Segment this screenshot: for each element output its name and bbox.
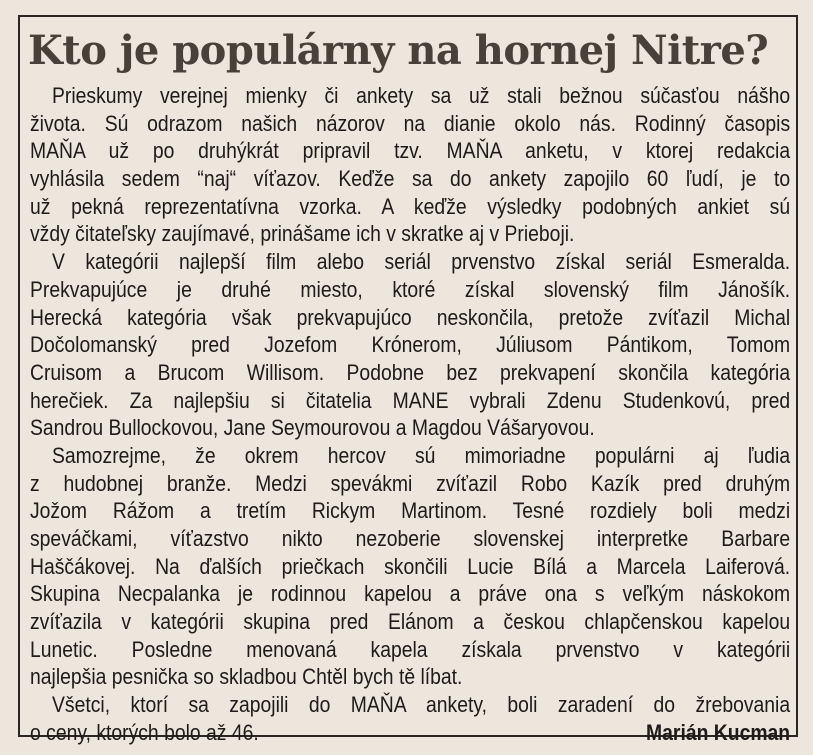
- article-line: [30, 304, 790, 332]
- article-line: [30, 220, 790, 248]
- article-line: [30, 110, 790, 138]
- article-line-text: z hudobnej branže. Medzi spevákmi zvíťazil Robo Kazík pred druhým: [30, 470, 791, 496]
- article-line: [30, 719, 790, 747]
- article-line: [30, 636, 790, 664]
- article-line: [30, 387, 790, 415]
- article-line-text: Lunetic. Posledne menovaná kapela získala prvenstvo v kategórii: [30, 636, 791, 662]
- article-line-text: o ceny, ktorých bolo až 46.: [30, 719, 259, 745]
- article-line-text: Prieskumy verejnej mienky či ankety sa už stali bežnou súčasťou nášho: [52, 83, 791, 108]
- article-line: [30, 525, 790, 553]
- article-line: [30, 663, 790, 691]
- article-line-text: Dočolomanský pred Jozefom Krónerom, Júliusom Pántikom, Tomom: [30, 332, 791, 358]
- article-line-text: Cruisom a Brucom Willisom. Podobne bez prekvapení skončila kategória: [30, 359, 791, 385]
- article-line-text: speváčkami, víťazstvo nikto nezoberie slovenskej interpretke Barbare: [30, 526, 791, 551]
- article-line: [30, 691, 790, 719]
- article-line: [30, 137, 790, 165]
- article-line-text: najlepšia pesnička so skladbou Chtěl bych tě líbat.: [30, 664, 463, 690]
- article-line: [30, 193, 790, 221]
- article-line-text: vždy čitateľsky zaujímavé, prinášame ich v skratke aj v Prieboji.: [30, 221, 575, 247]
- article-body: [30, 82, 790, 747]
- article-line-text: herečiek. Za najlepšiu si čitatelia MANE vybrali Zdenu Studenkovú, pred: [30, 387, 791, 413]
- article-line-text: Jožom Rážom a tretím Rickym Martinom. Tesné rozdiely boli medzi: [30, 498, 791, 524]
- article-line: [30, 82, 790, 110]
- article-line-text: už pekná reprezentatívna vzorka. A keďže výsledky podobných ankiet sú: [30, 193, 791, 219]
- article-line-text: vyhlásila sedem “naj“ víťazov. Keďže sa do ankety zapojilo 60 ľudí, je to: [30, 166, 791, 192]
- article-line-text: zvíťazila v kategórii skupina pred Elánom a českou chlapčenskou kapelou: [30, 609, 791, 635]
- article-line-text: Samozrejme, že okrem hercov sú mimoriadne populárni aj ľudia: [52, 442, 791, 468]
- article-line: [30, 553, 790, 581]
- article-line: [30, 442, 790, 470]
- article-line: [30, 414, 790, 442]
- article-line-text: Prekvapujúce je druhé miesto, ktoré získal slovenský film Jánošík.: [30, 276, 791, 302]
- article-line: [30, 165, 790, 193]
- article-line-text: MAŇA už po druhýkrát pripravil tzv. MAŇA anketu, v ktorej redakcia: [30, 138, 791, 164]
- article-line: [30, 470, 790, 498]
- article-line: [30, 359, 790, 387]
- article-line: [30, 608, 790, 636]
- article-line-text: Herecká kategória však prekvapujúco neskončila, pretože zvíťazil Michal: [30, 304, 791, 330]
- article-line: [30, 248, 790, 276]
- author-signature: Marián Kucman: [646, 719, 791, 745]
- article-line-text: Haščákovej. Na ďalších priečkach skončili Lucie Bílá a Marcela Laiferová.: [30, 553, 791, 579]
- article-title: Kto je populárny na hornej Nitre?: [28, 27, 769, 74]
- article-line: [30, 276, 790, 304]
- article-line-text: V kategórii najlepší film alebo seriál prvenstvo získal seriál Esmeralda.: [52, 249, 791, 275]
- article-line: [30, 331, 790, 359]
- article-line: [30, 497, 790, 525]
- article-line-text: života. Sú odrazom našich názorov na dianie okolo nás. Rodinný časopis: [30, 110, 791, 136]
- article-line-text: Skupina Necpalanka je rodinnou kapelou a práve ona s veľkým náskokom: [30, 581, 791, 607]
- article-line-text: Všetci, ktorí sa zapojili do MAŇA ankety, boli zaradení do žrebovania: [52, 692, 791, 718]
- article-line-text: Sandrou Bullockovou, Jane Seymourovou a Magdou Vášaryovou.: [30, 415, 595, 441]
- article-line: [30, 580, 790, 608]
